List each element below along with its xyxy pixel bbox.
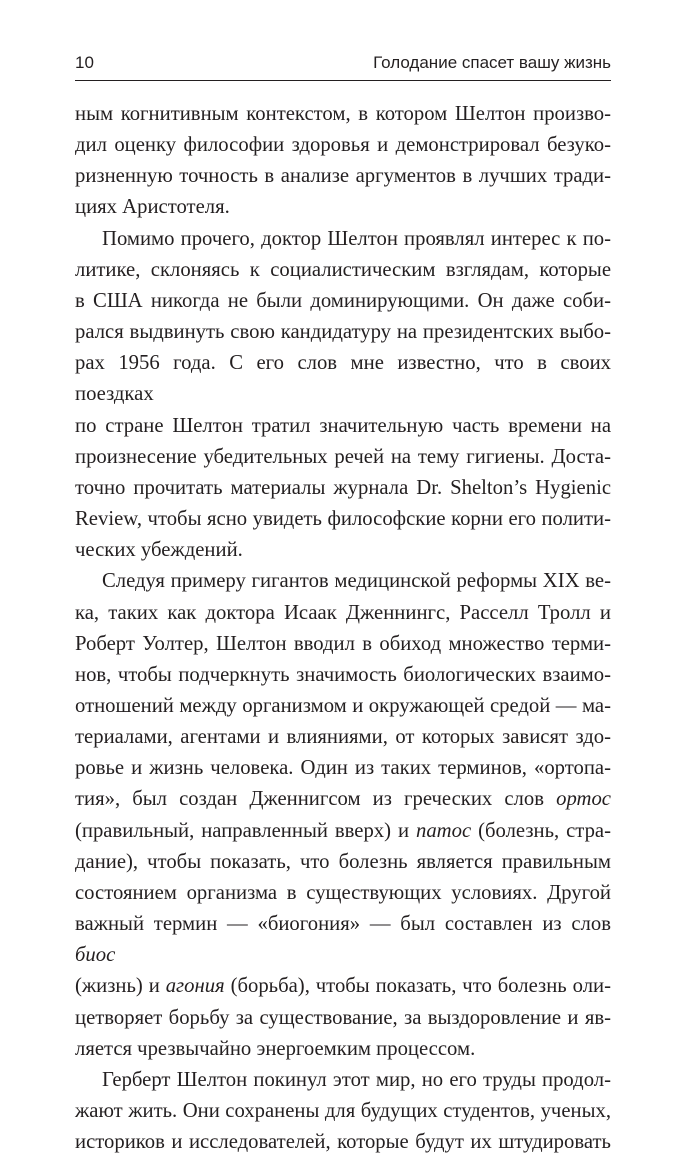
text-segment: ляется чрезвычайно энергоемким процессом.: [75, 1037, 476, 1060]
text-segment: Review, чтобы ясно увидеть философские корни его полити-: [75, 508, 611, 531]
text-segment: Роберт Уолтер, Шелтон вводил в обиход множество терми-: [75, 632, 611, 655]
text-segment: циях Аристотеля.: [75, 196, 230, 219]
text-line: [75, 130, 611, 161]
paragraph: [75, 566, 611, 1065]
text-segment: ным когнитивным контекстом, в котором Шелтон произво-: [75, 103, 611, 125]
text-line: [75, 1003, 611, 1034]
text-segment: историков и исследователей, которые будут их штудировать: [75, 1131, 611, 1154]
italic-term: ортос: [556, 788, 611, 811]
text-line: [75, 411, 611, 442]
text-segment: состоянием организма в существующих условиях. Другой: [75, 881, 611, 904]
body-text: [75, 99, 611, 1158]
text-line: [75, 224, 611, 255]
text-line: [75, 1127, 611, 1158]
text-segment: ровье и жизнь человека. Один из таких терминов, «ортопа-: [75, 757, 611, 780]
text-line: [75, 566, 611, 597]
italic-term: патос: [415, 819, 472, 842]
text-segment: териалами, агентами и влияниями, от которых зависят здо-: [75, 726, 611, 749]
text-segment: нов, чтобы подчеркнуть значимость биологических взаимо-: [75, 663, 611, 686]
text-line: [75, 255, 611, 286]
text-segment: отношений между организмом и окружающей средой — ма-: [75, 694, 611, 717]
text-segment: в США никогда не были доминирующими. Он даже соби-: [75, 289, 611, 312]
text-line: [75, 753, 611, 784]
text-line: [75, 1065, 611, 1096]
text-segment: рался выдвинуть свою кандидатуру на президентских выбо-: [75, 321, 611, 344]
text-segment: ка, таких как доктора Исаак Дженнингс, Расселл Тролл и: [75, 601, 611, 624]
text-line: [75, 660, 611, 691]
text-line: [75, 691, 611, 722]
text-line: [75, 629, 611, 660]
text-line: [75, 598, 611, 629]
paragraph: [75, 99, 611, 224]
text-segment: (жизнь) и: [75, 975, 166, 998]
text-line: [75, 504, 611, 535]
text-line: [75, 161, 611, 192]
text-segment: Следуя примеру гигантов медицинской реформы XIX ве-: [102, 570, 611, 593]
italic-term: биос: [75, 944, 116, 967]
text-segment: (болезнь, стра-: [471, 819, 611, 842]
text-segment: ческих убеждений.: [75, 539, 243, 562]
text-line: [75, 784, 611, 815]
text-line: [75, 878, 611, 909]
text-line: [75, 99, 611, 130]
running-title: Голодание спасет вашу жизнь: [373, 53, 611, 72]
text-line: [75, 286, 611, 317]
text-segment: точно прочитать материалы журнала Dr. Shelton’s Hygienic: [75, 476, 611, 499]
text-line: [75, 1034, 611, 1065]
text-line: [75, 971, 611, 1002]
text-segment: ризненную точность в анализе аргументов в лучших тради-: [75, 165, 611, 188]
text-segment: важный термин — «биогония» — был составлен из слов: [75, 913, 611, 936]
running-header: [75, 52, 611, 81]
text-segment: дание), чтобы показать, что болезнь является правильным: [75, 850, 611, 873]
text-line: [75, 442, 611, 473]
text-line: [75, 473, 611, 504]
text-line: [75, 909, 611, 971]
text-segment: (борьба), чтобы показать, что болезнь оли-: [224, 975, 611, 998]
text-segment: произнесение убедительных речей на тему гигиены. Доста-: [75, 445, 611, 468]
text-segment: тия», был создан Дженнигсом из греческих слов: [75, 788, 557, 811]
paragraph: [75, 224, 611, 567]
text-line: [75, 317, 611, 348]
text-line: [75, 192, 611, 223]
italic-term: агония: [165, 975, 225, 998]
text-segment: Помимо прочего, доктор Шелтон проявлял интерес к по-: [102, 227, 611, 250]
paragraph: [75, 1065, 611, 1158]
text-segment: дил оценку философии здоровья и демонстрировал безуко-: [75, 134, 611, 157]
text-line: [75, 722, 611, 753]
text-line: [75, 1096, 611, 1127]
book-page: [75, 52, 611, 1158]
text-segment: рах 1956 года. С его слов мне известно, что в своих поездках: [75, 352, 611, 406]
text-line: [75, 816, 611, 847]
page-number: 10: [75, 53, 94, 72]
text-segment: (правильный, направленный вверх) и: [75, 819, 416, 842]
text-segment: Герберт Шелтон покинул этот мир, но его труды продол-: [102, 1068, 611, 1091]
text-segment: цетворяет борьбу за существование, за выздоровление и яв-: [75, 1006, 611, 1029]
text-line: [75, 535, 611, 566]
text-segment: по стране Шелтон тратил значительную часть времени на: [75, 414, 611, 437]
text-line: [75, 348, 611, 410]
text-line: [75, 847, 611, 878]
text-segment: жают жить. Они сохранены для будущих студентов, ученых,: [75, 1100, 611, 1122]
text-segment: литике, склоняясь к социалистическим взглядам, которые: [75, 258, 611, 281]
